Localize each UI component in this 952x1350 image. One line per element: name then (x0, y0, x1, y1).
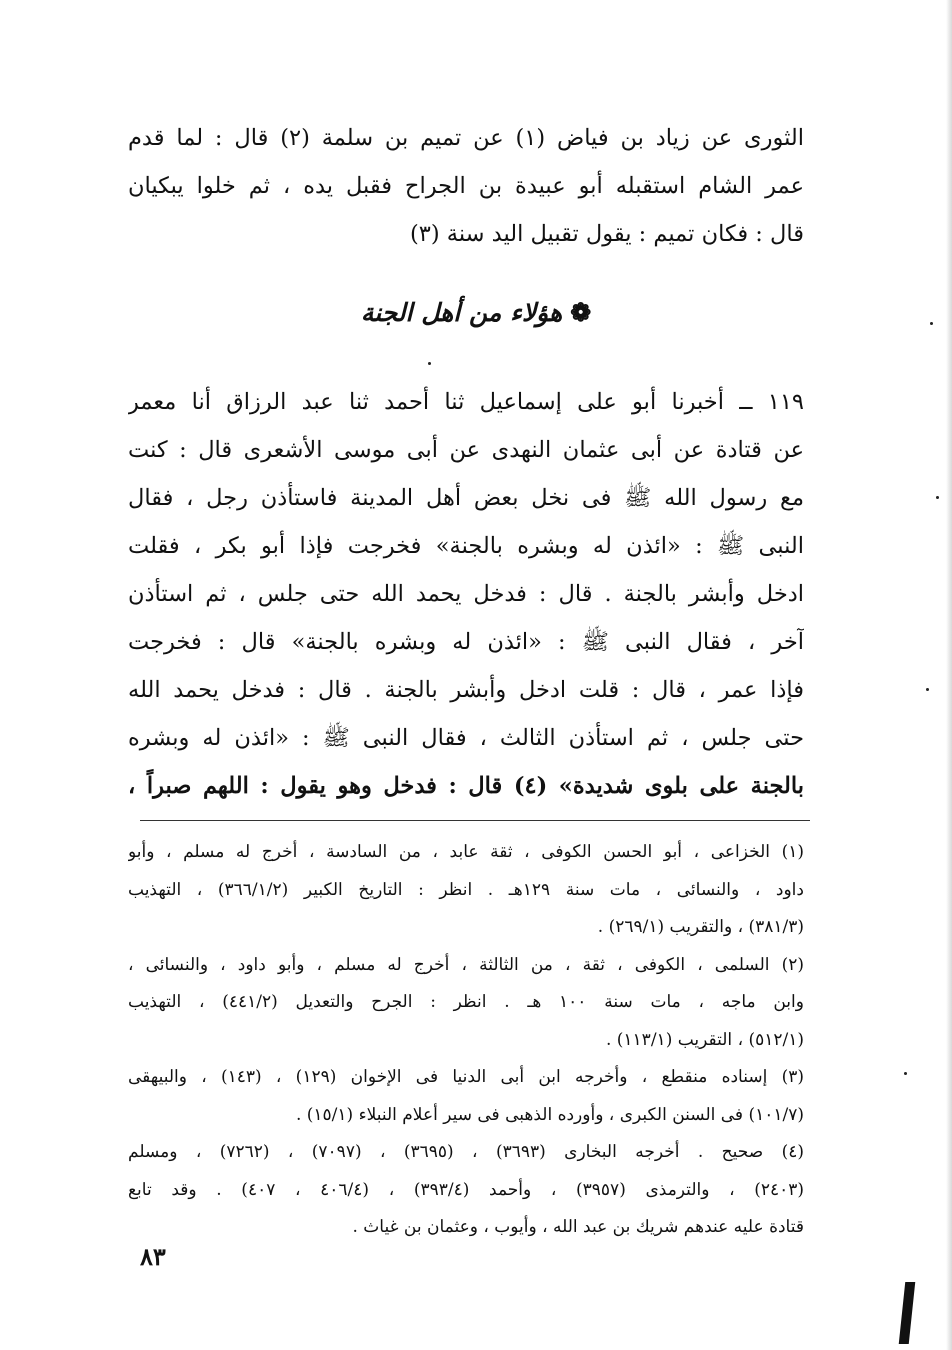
text-line: فإذا عمر ، قال : قلت ادخل وأبشر بالجنة . قال : فدخل يحمد الله (128, 677, 804, 703)
text-line: عمر الشام استقبله أبو عبيدة بن الجراح فقبل يده ، ثم خلوا يبكيان (128, 173, 804, 199)
footnote-line: (١) الخزاعى ، أبو الحسن الكوفى ، ثقة عابد ، من السادسة ، أخرج له مسلم ، وأبو (128, 842, 804, 862)
footnote-line: (٣٨١/٣) ، والتقريب (٢٦٩/١) . (597, 917, 804, 937)
text-line: الثورى عن زياد بن فياض (١) عن تميم بن سلمة (٢) قال : لما قدم (128, 125, 804, 151)
footnote-line: قتادة عليه عندهم شريك بن عبد الله ، وأيوب ، وعثمان بن غياث . (352, 1217, 804, 1237)
section-heading (300, 288, 652, 338)
margin-speck (930, 322, 933, 325)
text-line: ١١٩ ــ أخبرنا أبو على إسماعيل ثنا أحمد ثنا عبد الرزاق أنا معمر (128, 389, 804, 415)
footnotes (128, 834, 804, 1247)
section-heading-title: هؤلاء من أهل الجنة (360, 298, 563, 327)
top-paragraph (128, 114, 804, 258)
footnote-line: وابن ماجه ، مات سنة ١٠٠ هـ . انظر : الجرح والتعديل (٤٤١/٢) ، التهذيب (128, 992, 804, 1012)
text-line: مع رسول الله ﷺ فى نخل بعض أهل المدينة فاستأذن رجل ، فقال (128, 485, 804, 511)
text-line: ادخل وأبشر بالجنة . قال : فدخل يحمد الله حتى جلس ، ثم استأذن (128, 581, 804, 607)
hadith-paragraph (128, 378, 804, 810)
text-line: آخر ، فقال النبى ﷺ : «ائذن له وبشره بالجنة» قال : فخرجت (128, 629, 804, 655)
text-line: بالجنة على بلوى شديدة» (٤) قال : فدخل وهو يقول : اللهم صبراً ، (128, 773, 804, 799)
page-spine-shadow (946, 0, 952, 1350)
footnote-line: (٢) السلمى ، الكوفى ، ثقة ، من الثالثة ، أخرج له مسلم ، وأبو داود ، والنسائى ، (128, 954, 804, 975)
footnote-line: داود ، والنسائى ، مات سنة ١٢٩هـ . انظر : التاريخ الكبير (٣٦٦/١/٢) ، التهذيب (128, 879, 804, 900)
flower-ornament-icon: ❁ (570, 298, 592, 327)
page-number: ٨٣ (140, 1242, 166, 1271)
text-line: قال : فكان تميم : يقول تقبيل اليد سنة (٣) (409, 221, 804, 247)
margin-speck (936, 496, 939, 499)
margin-speck (904, 1072, 907, 1075)
text-line: حتى جلس ، ثم استأذن الثالث ، فقال النبى ﷺ : «ائذن له وبشره (128, 725, 804, 751)
text-line: عن قتادة عن أبى عثمان النهدى عن أبى موسى الأشعرى قال : كنت (128, 437, 804, 463)
footnote-line: (٣) إسناده منقطع ، وأخرجه ابن أبى الدنيا فى الإخوان (١٢٩) ، (١٤٣) ، والبيهقى (128, 1067, 804, 1087)
footnote-line: (٢٤٠٣) ، والترمذى (٣٩٥٧) ، وأحمد (٣٩٣/٤) ، (٤٠٦/٤ ، ٤٠٧) . وقد تابع (128, 1179, 804, 1200)
footnote-separator (140, 820, 810, 821)
margin-speck (428, 362, 431, 365)
margin-speck (926, 688, 929, 691)
footnote-line: (٤) صحيح . أخرجه البخارى (٣٦٩٣) ، (٣٦٩٥) ، (٧٠٩٧) ، (٧٢٦٢) ، ومسلم (128, 1142, 804, 1162)
footnote-line: (٥١٢/١) ، التقريب (١١٣/١) . (605, 1029, 804, 1050)
footnote-line: (١٠١/٧) فى السنن الكبرى ، وأورده الذهبى فى سير أعلام النبلاء (١٥/١) . (295, 1104, 804, 1125)
text-line: النبى ﷺ : «ائذن له وبشره بالجنة» فخرجت فإذا أبو بكر ، فقلت (128, 533, 804, 559)
scan-edge-mark (899, 1282, 916, 1344)
